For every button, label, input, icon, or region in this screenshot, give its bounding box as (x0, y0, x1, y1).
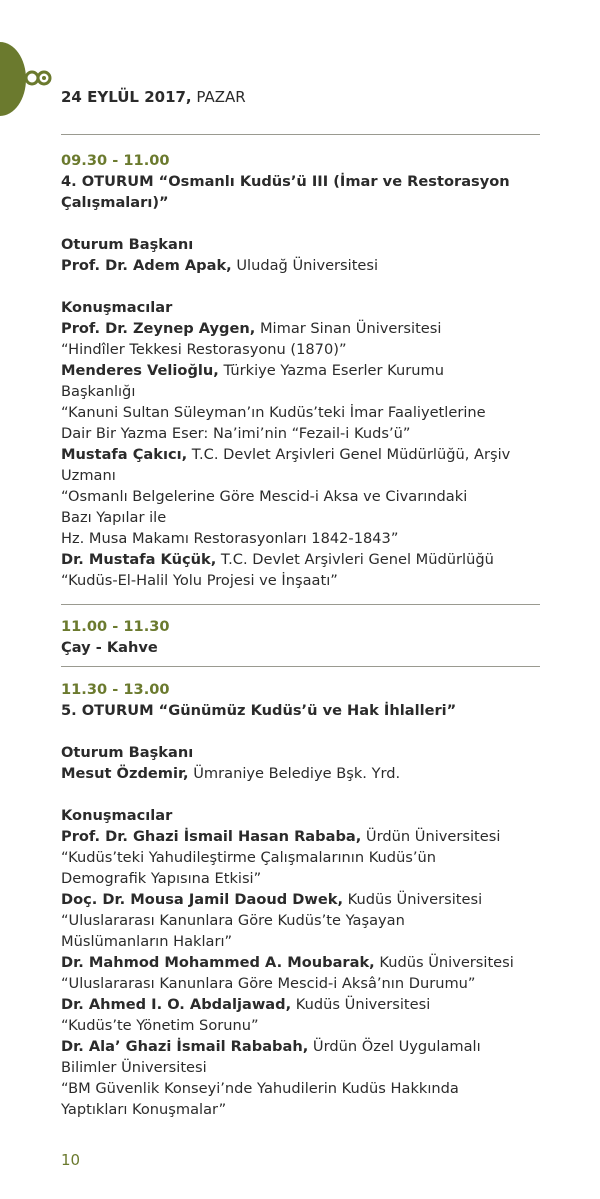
session-title-line: Çalışmaları)” (61, 194, 169, 211)
divider (61, 134, 540, 135)
talk-title: “Kudüs’teki Yahudileştirme Çalışmalarının Kudüs’ün (61, 849, 437, 866)
chair-institution: Ümraniye Belediye Bşk. Yrd. (188, 765, 401, 782)
chair-institution: Uludağ Üniversitesi (231, 257, 379, 274)
speaker-institution: Ürdün Özel Uygulamalı (308, 1038, 481, 1055)
divider (61, 604, 540, 605)
speaker-institution: T.C. Devlet Arşivleri Genel Müdürlüğü (216, 551, 494, 568)
day-heading (61, 88, 246, 106)
speakers-heading: Konuşmacılar (61, 807, 173, 824)
break-time: 11.00 - 11.30 (61, 618, 170, 635)
weekday-label: PAZAR (191, 88, 246, 106)
speaker-name: Dr. Ahmed I. O. Abdaljawad, (61, 996, 292, 1013)
session-5 (61, 679, 541, 1120)
chair-name: Mesut Özdemir, (61, 765, 189, 782)
chair-entry (61, 255, 541, 276)
talk-title: “Kudüs-El-Halil Yolu Projesi ve İnşaatı” (61, 572, 338, 589)
speaker-institution: Mimar Sinan Üniversitesi (255, 320, 442, 337)
talk-title: Demografik Yapısına Etkisi” (61, 870, 262, 887)
talk-title: “Hindîler Tekkesi Restorasyonu (1870)” (61, 341, 347, 358)
speaker-entry (61, 318, 541, 339)
talk-title: “Uluslararası Kanunlara Göre Kudüs’te Yaşayan (61, 912, 405, 929)
speaker-name: Prof. Dr. Ghazi İsmail Hasan Rababa, (61, 828, 362, 845)
break-label: Çay - Kahve (61, 639, 158, 656)
speaker-entry (61, 360, 541, 381)
chair-heading: Oturum Başkanı (61, 744, 194, 761)
talk-title: “Kudüs’te Yönetim Sorunu” (61, 1017, 259, 1034)
speaker-institution-cont: Uzmanı (61, 467, 116, 484)
talk-title: “Osmanlı Belgelerine Göre Mescid-i Aksa ve Civarındaki (61, 488, 468, 505)
speaker-entry (61, 826, 541, 847)
speaker-entry (61, 994, 541, 1015)
session-time: 11.30 - 13.00 (61, 681, 170, 698)
speaker-name: Dr. Mustafa Küçük, (61, 551, 217, 568)
speaker-institution: T.C. Devlet Arşivleri Genel Müdürlüğü, Arşiv (187, 446, 511, 463)
talk-title: Hz. Musa Makamı Restorasyonları 1842-1843” (61, 530, 399, 547)
talk-title: “Kanuni Sultan Süleyman’ın Kudüs’teki İmar Faaliyetlerine (61, 404, 486, 421)
speaker-institution: Kudüs Üniversitesi (374, 954, 514, 971)
talk-title: Müslümanların Hakları” (61, 933, 233, 950)
session-time: 09.30 - 11.00 (61, 152, 170, 169)
speaker-institution: Kudüs Üniversitesi (291, 996, 431, 1013)
chair-heading: Oturum Başkanı (61, 236, 194, 253)
speaker-name: Prof. Dr. Zeynep Aygen, (61, 320, 256, 337)
page-ornament-icon (0, 42, 56, 118)
speaker-name: Dr. Mahmod Mohammed A. Moubarak, (61, 954, 375, 971)
talk-title: “Uluslararası Kanunlara Göre Mescid-i Aksâ’nın Durumu” (61, 975, 476, 992)
talk-title: Bazı Yapılar ile (61, 509, 167, 526)
page-number: 10 (61, 1151, 81, 1169)
speaker-institution: Ürdün Üniversitesi (361, 828, 501, 845)
date-label: 24 EYLÜL 2017, (61, 88, 192, 106)
talk-title: Yaptıkları Konuşmalar” (61, 1101, 227, 1118)
speaker-entry (61, 889, 541, 910)
speakers-heading: Konuşmacılar (61, 299, 173, 316)
speaker-institution: Türkiye Yazma Eserler Kurumu (218, 362, 444, 379)
speaker-institution-cont: Bilimler Üniversitesi (61, 1059, 207, 1076)
divider (61, 666, 540, 667)
speaker-name: Doç. Dr. Mousa Jamil Daoud Dwek, (61, 891, 344, 908)
chair-entry (61, 763, 541, 784)
speaker-name: Menderes Velioğlu, (61, 362, 219, 379)
session-4 (61, 150, 541, 591)
speaker-entry (61, 1036, 541, 1057)
speaker-institution-cont: Başkanlığı (61, 383, 136, 400)
talk-title: Dair Bir Yazma Eser: Na’imi’nin “Fezail-i Kuds’ü” (61, 425, 411, 442)
chair-name: Prof. Dr. Adem Apak, (61, 257, 232, 274)
speaker-institution: Kudüs Üniversitesi (343, 891, 483, 908)
speaker-name: Dr. Ala’ Ghazi İsmail Rababah, (61, 1038, 309, 1055)
session-title-line: 4. OTURUM “Osmanlı Kudüs’ü III (İmar ve Restorasyon (61, 173, 510, 190)
talk-title: “BM Güvenlik Konseyi’nde Yahudilerin Kudüs Hakkında (61, 1080, 459, 1097)
speaker-entry (61, 549, 541, 570)
session-title: 5. OTURUM “Günümüz Kudüs’ü ve Hak İhlalleri” (61, 702, 457, 719)
break-block (61, 616, 541, 658)
speaker-entry (61, 952, 541, 973)
speaker-entry (61, 444, 541, 465)
speaker-name: Mustafa Çakıcı, (61, 446, 188, 463)
